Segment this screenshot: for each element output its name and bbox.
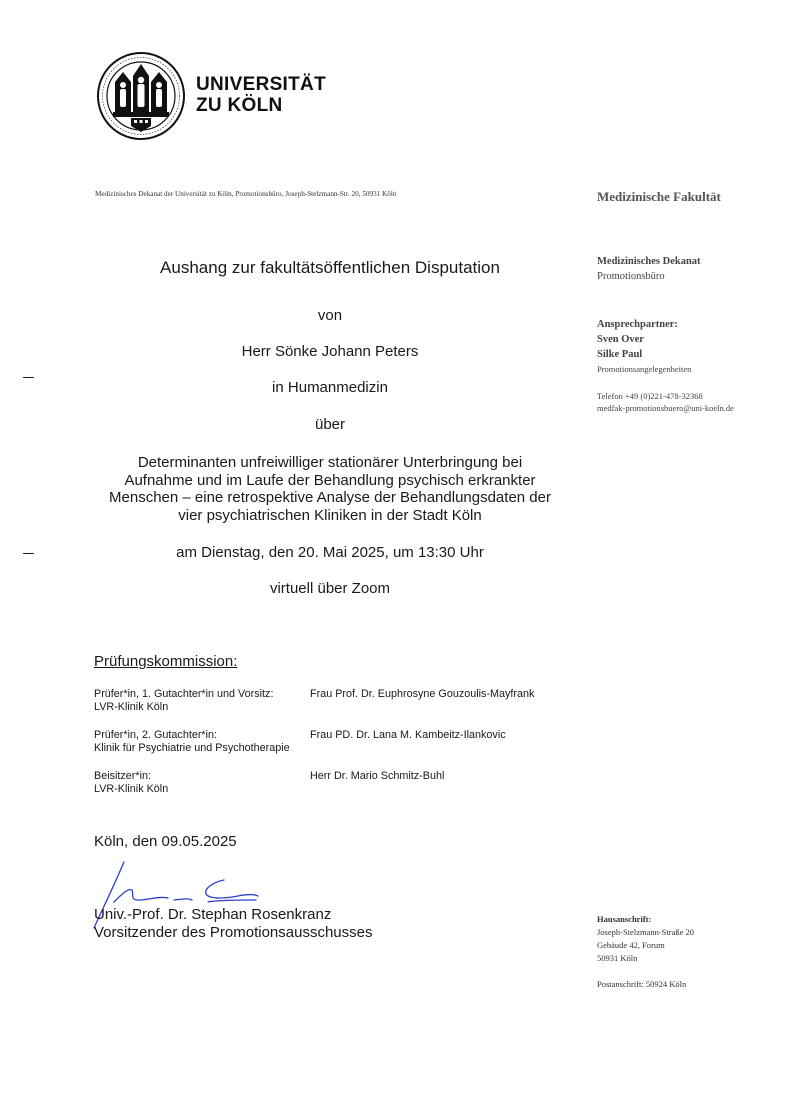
faculty-name: Medizinische Fakultät [597,189,721,204]
member-role: Beisitzer*in: [94,770,152,782]
thesis-title-line1: Determinanten unfreiwilliger stationärer Unterbringung bei [137,454,523,471]
fold-mark-middle [23,553,34,554]
member-name: Herr Dr. Mario Schmitz-Buhl [310,770,445,782]
contact-person-1: Sven Over [597,334,644,345]
member-name: Frau PD. Dr. Lana M. Kambeitz-Ilankovic [310,729,506,741]
contact-department: Promotionsangelegenheiten [597,364,692,374]
contact-person-2: Silke Paul [597,349,643,360]
notice-title: Aushang zur fakultätsöffentlichen Disputation [160,258,500,277]
house-address [597,913,694,965]
commission-member [94,770,614,796]
university-seal-logo [97,52,185,140]
contact-block [597,317,691,377]
phone-number: Telefon +49 (0)221-478-32368 [597,391,703,401]
address-label: Hausanschrift: [597,914,652,924]
thesis-title-line2: Aufnahme und im Laufe der Behandlung psychisch erkrankter [124,471,536,489]
signer-name: Univ.-Prof. Dr. Stephan Rosenkranz [94,906,332,923]
candidate-field: in Humanmedizin [272,379,388,396]
contact-label: Ansprechpartner: [597,319,678,330]
university-name-line2: ZU KÖLN [196,95,283,116]
email-address: medfak-promotionsbuero@uni-koeln.de [597,403,734,413]
university-name [196,74,326,116]
place-and-date: Köln, den 09.05.2025 [94,833,237,850]
disputation-location: virtuell über Zoom [269,580,391,597]
member-name: Frau Prof. Dr. Euphrosyne Gouzoulis-Mayfrank [310,688,535,700]
member-institution: LVR-Klinik Köln [94,701,169,713]
signer-block [94,906,372,942]
thesis-title-line4: vier psychiatrischen Kliniken in der Stadt Köln [178,506,482,524]
address-street: Joseph-Stelzmann-Straße 20 [597,927,695,937]
address-city: 50931 Köln [597,953,638,963]
member-institution: Klinik für Psychiatrie und Psychotherapie [94,742,290,754]
disputation-date: am Dienstag, den 20. Mai 2025, um 13:30 Uhr [176,544,484,561]
candidate-name: Herr Sönke Johann Peters [241,343,419,360]
member-role: Prüfer*in, 2. Gutachter*in: [94,729,218,741]
dekanat-block [597,254,701,284]
phone-email-block [597,390,734,414]
dekanat-name: Medizinisches Dekanat [597,256,701,267]
member-institution: LVR-Klinik Köln [94,783,169,795]
notice-ueber: über [314,416,346,433]
fold-mark-top [23,377,34,378]
address-building: Gebäude 42, Forum [597,940,665,950]
member-role: Prüfer*in, 1. Gutachter*in und Vorsitz: [94,688,274,700]
signer-title: Vorsitzender des Promotionsausschusses [94,924,373,941]
commission-member [94,729,614,755]
commission-member [94,688,614,714]
university-name-line1: UNIVERSITÄT [196,74,326,95]
thesis-title-line3: Menschen – eine retrospektive Analyse der Behandlungsdaten der [109,489,551,506]
notice-von: von [317,307,343,324]
office-name: Promotionsbüro [597,271,665,282]
postal-address: Postanschrift: 50924 Köln [597,979,687,989]
commission-heading: Prüfungskommission: [94,653,238,670]
thesis-title [60,454,600,524]
sender-address-line: Medizinisches Dekanat der Universität zu Köln, Promotionsbüro, Joseph-Stelzmann-Str. 20, 50931 Köln [95,190,397,198]
